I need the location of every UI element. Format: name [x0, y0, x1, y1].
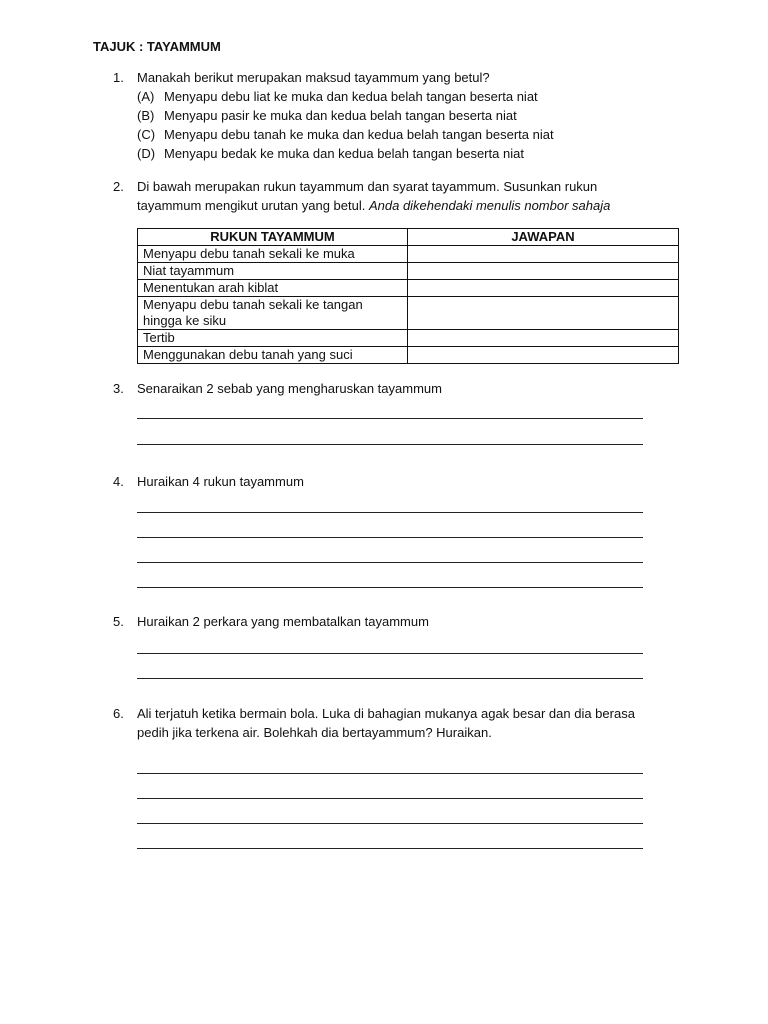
- answer-cell[interactable]: [408, 297, 679, 330]
- rukun-cell: Tertib: [138, 330, 408, 347]
- option-c: (C) Menyapu debu tanah ke muka dan kedua belah tangan beserta niat: [137, 127, 554, 142]
- column-header-jawapan: JAWAPAN: [408, 229, 679, 246]
- rukun-table: [137, 228, 679, 364]
- question-number: 5.: [113, 614, 124, 629]
- table-header-row: [138, 229, 679, 246]
- answer-line[interactable]: [137, 444, 643, 445]
- question-text: Manakah berikut merupakan maksud tayammum yang betul?: [137, 70, 490, 85]
- option-d: (D) Menyapu bedak ke muka dan kedua belah tangan beserta niat: [137, 146, 524, 161]
- question-text: Senaraikan 2 sebab yang mengharuskan tayammum: [137, 381, 442, 396]
- rukun-cell: Menentukan arah kiblat: [138, 280, 408, 297]
- question-number: 1.: [113, 70, 124, 85]
- answer-line[interactable]: [137, 678, 643, 679]
- table-row: [138, 347, 679, 364]
- question-4: [113, 472, 673, 492]
- answer-cell[interactable]: [408, 280, 679, 297]
- option-b: (B) Menyapu pasir ke muka dan kedua belah tangan beserta niat: [137, 108, 517, 123]
- question-number: 3.: [113, 381, 124, 396]
- question-6: [113, 704, 669, 744]
- question-1: [113, 68, 673, 163]
- answer-cell[interactable]: [408, 330, 679, 347]
- question-5: [113, 612, 673, 632]
- table-row: [138, 246, 679, 263]
- table-row: [138, 330, 679, 347]
- answer-line[interactable]: [137, 653, 643, 654]
- question-number: 6.: [113, 706, 124, 721]
- answer-line[interactable]: [137, 798, 643, 799]
- table-row: [138, 297, 679, 330]
- table-row: [138, 263, 679, 280]
- rukun-cell: Menyapu debu tanah sekali ke muka: [138, 246, 408, 263]
- column-header-rukun: RUKUN TAYAMMUM: [138, 229, 408, 246]
- rukun-cell: Menyapu debu tanah sekali ke tangan hingga ke siku: [138, 297, 408, 330]
- question-text: Di bawah merupakan rukun tayammum dan syarat tayammum. Susunkan rukun tayammum mengikut urutan yang betul.: [137, 179, 598, 213]
- answer-cell[interactable]: [408, 347, 679, 364]
- answer-line[interactable]: [137, 587, 643, 588]
- rukun-cell: Menggunakan debu tanah yang suci: [138, 347, 408, 364]
- question-number: 4.: [113, 474, 124, 489]
- answer-line[interactable]: [137, 562, 643, 563]
- question-text: Huraikan 4 rukun tayammum: [137, 474, 304, 489]
- answer-line[interactable]: [137, 823, 643, 824]
- question-3: [113, 379, 673, 399]
- table-row: [138, 280, 679, 297]
- answer-cell[interactable]: [408, 246, 679, 263]
- question-instruction: Anda dikehendaki menulis nombor sahaja: [368, 198, 611, 213]
- question-text: Ali terjatuh ketika bermain bola. Luka di bahagian mukanya agak besar dan dia berasa pedih jika terkena air. Bolehkah dia bertayammum? Huraikan.: [137, 706, 635, 740]
- answer-line[interactable]: [137, 848, 643, 849]
- rukun-cell: Niat tayammum: [138, 263, 408, 280]
- answer-line[interactable]: [137, 512, 643, 513]
- question-text: Huraikan 2 perkara yang membatalkan tayammum: [137, 614, 429, 629]
- option-a: (A) Menyapu debu liat ke muka dan kedua belah tangan beserta niat: [137, 89, 538, 104]
- answer-line[interactable]: [137, 537, 643, 538]
- worksheet-title: TAJUK : TAYAMMUM: [93, 39, 221, 54]
- answer-line[interactable]: [137, 773, 643, 774]
- answer-line[interactable]: [137, 418, 643, 419]
- answer-cell[interactable]: [408, 263, 679, 280]
- question-number: 2.: [113, 179, 124, 194]
- question-2: [113, 177, 653, 217]
